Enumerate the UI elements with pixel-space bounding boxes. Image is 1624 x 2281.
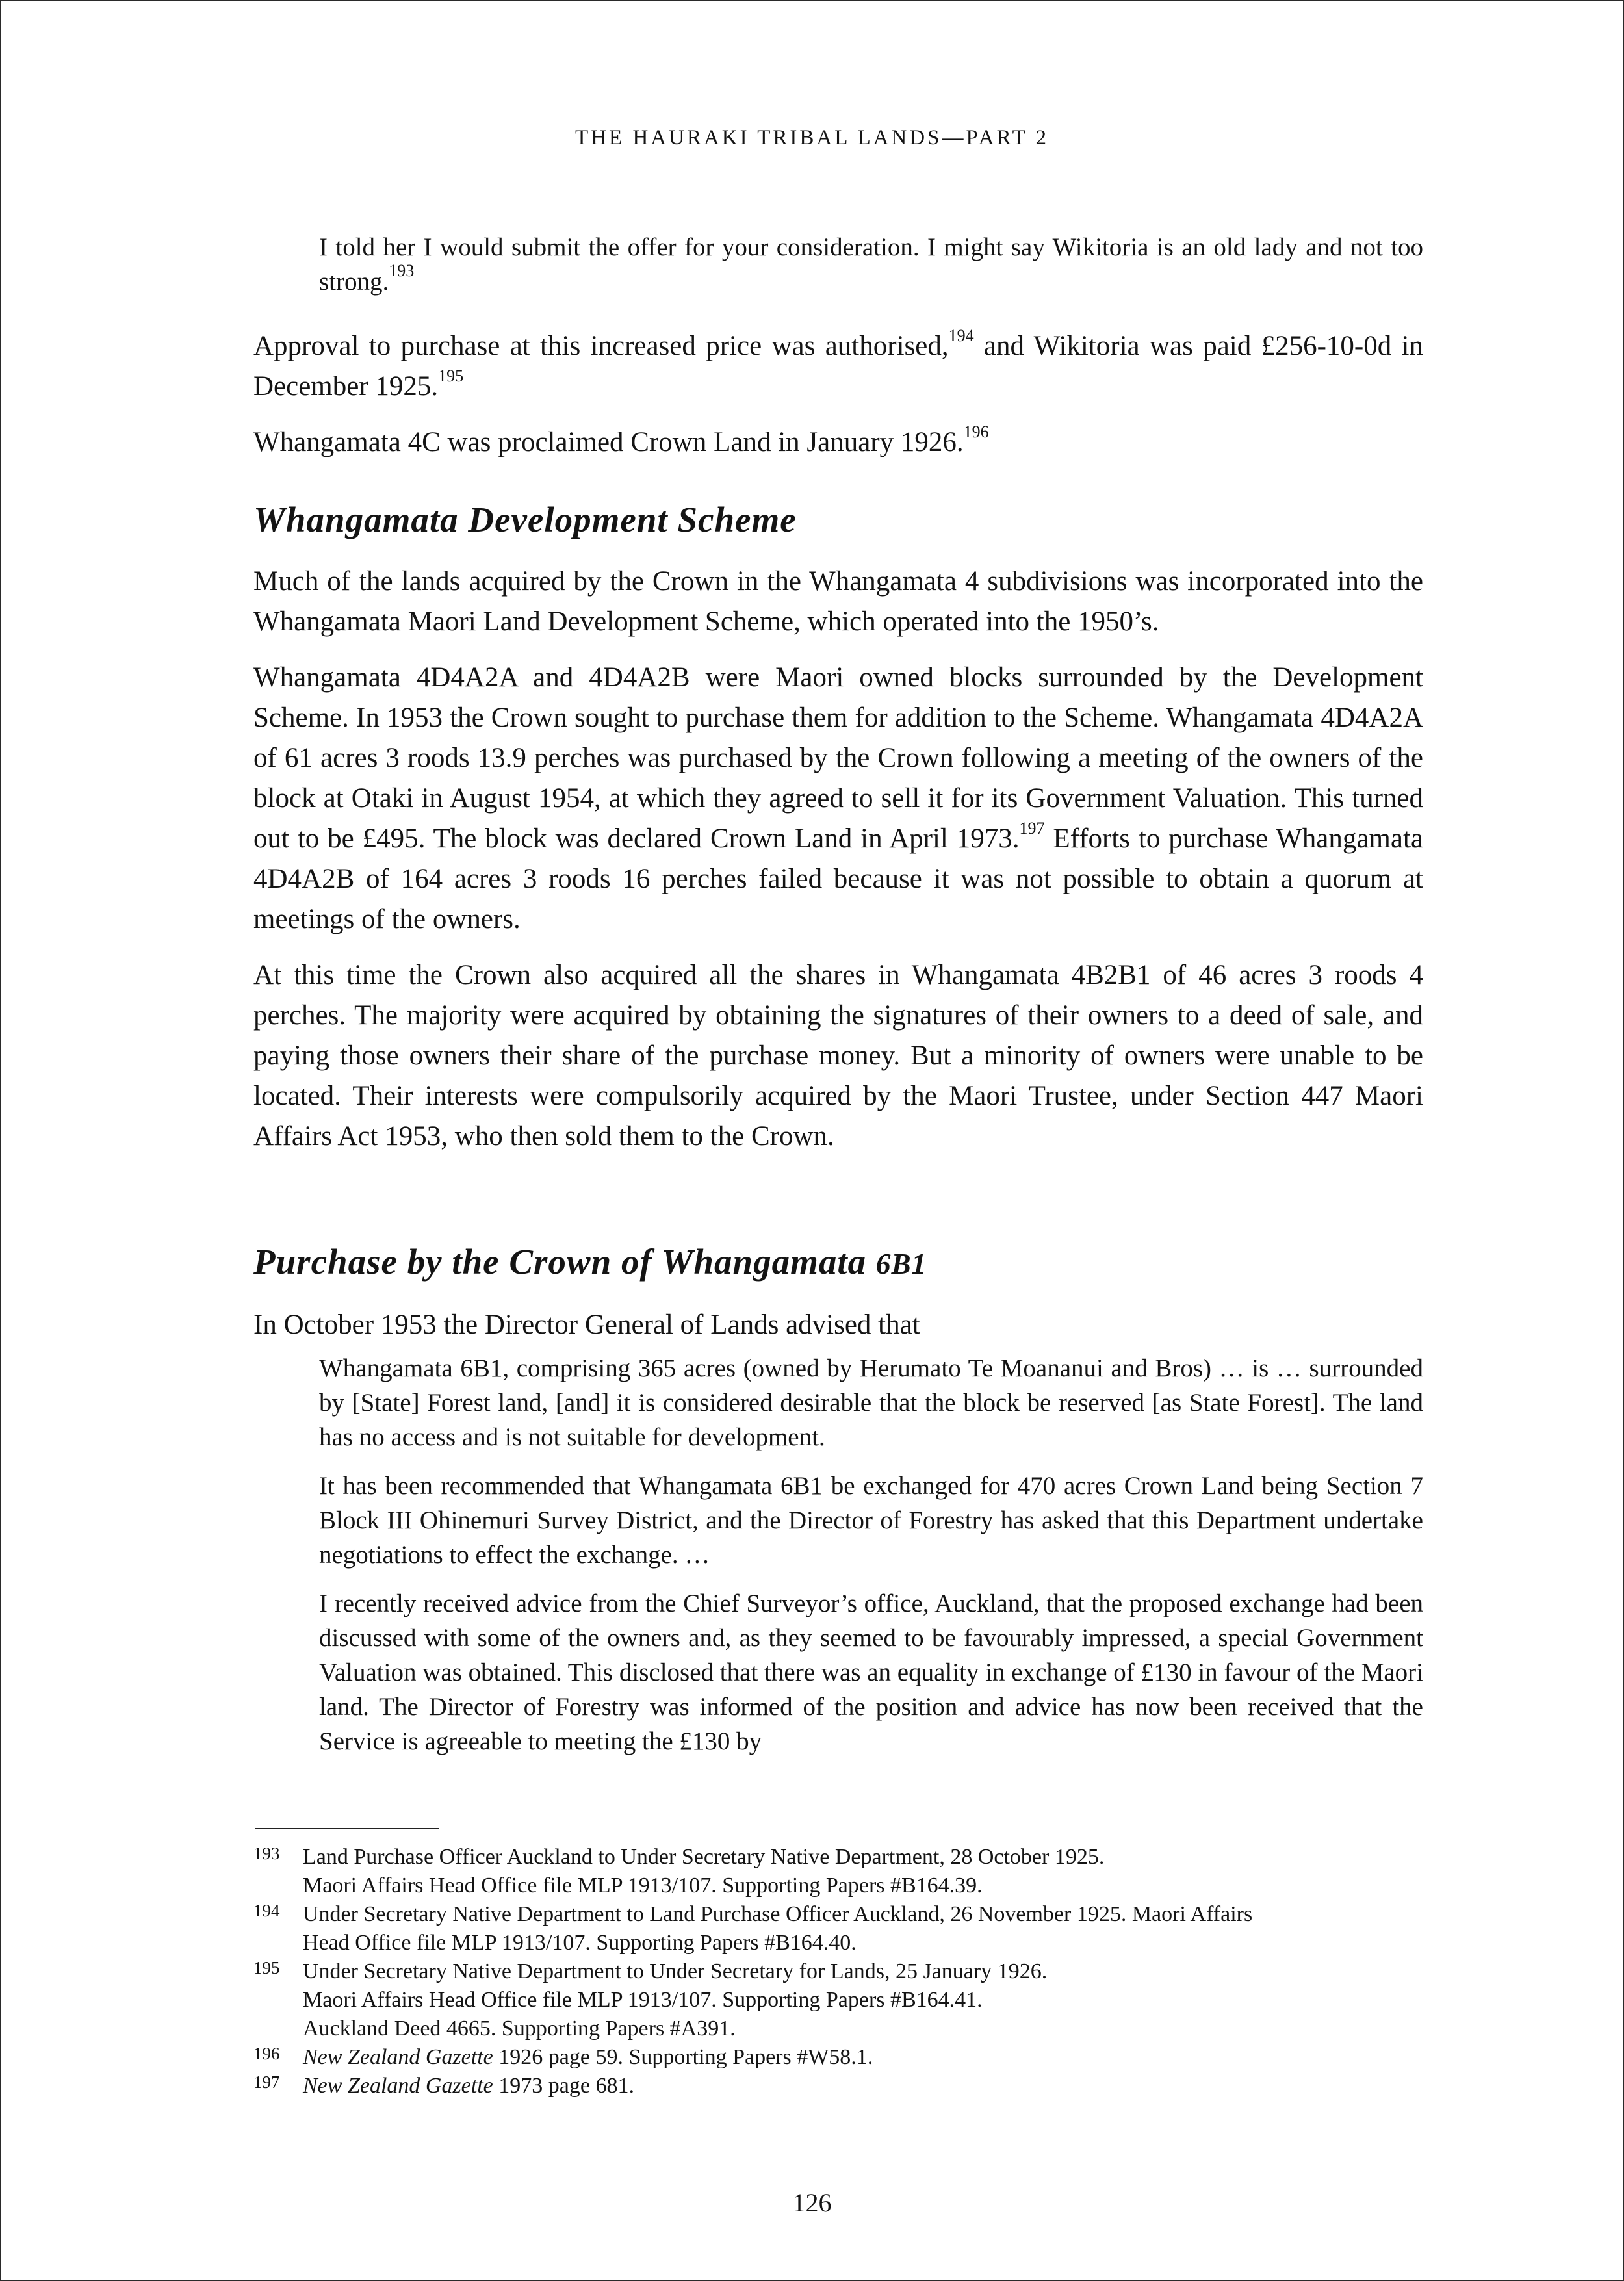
footnote: [253, 1957, 1436, 2043]
footnote-number: 194: [253, 1901, 280, 1920]
paragraph-october: In October 1953 the Director General of Lands advised that: [253, 1309, 920, 1340]
footnote-ref: 193: [389, 261, 415, 281]
footnote: [253, 2072, 1436, 2100]
paragraph-proclaimed: [253, 422, 1423, 463]
footnote-line: [303, 2072, 1436, 2100]
paragraph-text: Efforts to purchase Whangamata 4D4A2B of 164 acres 3 roods 16 perches failed because it was not possible to obtain a quorum at meetings of the owners.: [253, 823, 1423, 934]
block-quote-director-general: [319, 1351, 1423, 1773]
paragraph-text: Whangamata 4C was proclaimed Crown Land in January 1926.: [253, 427, 964, 457]
publication-title: New Zealand Gazette: [303, 2074, 493, 2098]
footnote-ref: 194: [948, 326, 974, 346]
footnote-line: Under Secretary Native Department to Under Secretary for Lands, 25 January 1926.: [303, 1959, 1048, 1983]
footnote-line: Head Office file MLP 1913/107. Supporting Papers #B164.40.: [303, 1931, 857, 1955]
paragraph-blocks: [253, 658, 1423, 940]
footnote-number: 197: [253, 2072, 280, 2092]
footnote: [253, 2043, 1436, 2072]
main-text-upper: [253, 326, 1423, 478]
quote-paragraph-1: Whangamata 6B1, comprising 365 acres (owned by Herumato Te Moananui and Bros) … is … surrounded by [State] Forest land, [and] it is considered desirable that the block be reserved [as State Forest]. The land has no access and is not suitable for development.: [319, 1354, 1423, 1451]
footnotes: [253, 1843, 1436, 2100]
paragraph-text: Approval to purchase at this increased price was authorised,: [253, 331, 949, 361]
heading-block-number: 6B1: [875, 1248, 927, 1280]
footnote-line: Land Purchase Officer Auckland to Under Secretary Native Department, 28 October 1925.: [303, 1845, 1105, 1869]
paragraph-scheme: Much of the lands acquired by the Crown in the Whangamata 4 subdivisions was incorporated into the Whangamata Maori Land Development Scheme, which operated into the 1950’s.: [253, 566, 1423, 637]
section-heading-purchase-6b1: [253, 1241, 927, 1282]
footnote-line: Maori Affairs Head Office file MLP 1913/107. Supporting Papers #B164.41.: [303, 1988, 983, 2012]
footnote-text: 1926 page 59. Supporting Papers #W58.1.: [493, 2045, 873, 2069]
quote-paragraph: [319, 230, 1423, 299]
paragraph-text: Whangamata 4D4A2A and 4D4A2B were Maori owned blocks surrounded by the Development Scheme. In 1953 the Crown sought to purchase them for addition to the Scheme. Whangamata 4D4A2A of 61 acres 3 roods 13.9 perches was purchased by the Crown following a meeting of the owners of the block at Otaki in August 1954, at which they agreed to sell it for its Government Valuation. This turned out to be £495. The block was declared Crown Land in April 1973.: [253, 662, 1423, 854]
quote-paragraph-3: I recently received advice from the Chief Surveyor’s office, Auckland, that the proposed exchange had been discussed with some of the owners and, as they seemed to be favourably impressed, a special Government Valuation was obtained. This disclosed that there was an equality in exchange of £130 in favour of the Maori land. The Director of Forestry was informed of the position and advice has now been received that the Service is agreeable to meeting the £130 by: [319, 1590, 1423, 1755]
quote-paragraph-2: It has been recommended that Whangamata 6B1 be exchanged for 470 acres Crown Land being Section 7 Block III Ohinemuri Survey District, and the Director of Forestry has asked that this Department undertake negotiations to effect the exchange. …: [319, 1472, 1423, 1569]
main-text-middle: [253, 561, 1423, 1172]
paragraph-approval: [253, 326, 1423, 407]
heading-text: Purchase by the Crown of Whangamata: [253, 1242, 876, 1282]
paragraph-shares: At this time the Crown also acquired all the shares in Whangamata 4B2B1 of 46 acres 3 roods 4 perches. The majority were acquired by obtaining the signatures of their owners to a deed of sale, and paying those owners their share of the purchase money. But a minority of owners were unable to be located. Their interests were compulsorily acquired by the Maori Trustee, under Section 447 Maori Affairs Act 1953, who then sold them to the Crown.: [253, 960, 1423, 1152]
footnote-line: Maori Affairs Head Office file MLP 1913/107. Supporting Papers #B164.39.: [303, 1874, 983, 1898]
paragraph-text: and Wikitoria was paid £256-10-0d in December 1925.: [253, 331, 1424, 402]
section-heading-development-scheme: Whangamata Development Scheme: [253, 500, 797, 539]
footnote-ref: 195: [438, 367, 464, 386]
footnote-line: Auckland Deed 4665. Supporting Papers #A391.: [303, 2017, 736, 2041]
running-head: THE HAURAKI TRIBAL LANDS—PART 2: [575, 126, 1049, 149]
footnote-number: 193: [253, 1844, 280, 1863]
footnote-number: 196: [253, 2044, 280, 2063]
footnote-line: [303, 2043, 1436, 2072]
footnote-line: Under Secretary Native Department to Land Purchase Officer Auckland, 26 November 1925. Maori Affairs: [303, 1902, 1253, 1926]
footnote-separator: [255, 1828, 439, 1829]
footnote-text: 1973 page 681.: [493, 2074, 634, 2098]
footnote-ref: 196: [963, 422, 989, 442]
quote-text: I told her I would submit the offer for your consideration. I might say Wikitoria is an old lady and not too strong.: [319, 233, 1423, 296]
block-quote-wikitoria: [319, 230, 1423, 313]
footnote-number: 195: [253, 1958, 280, 1978]
page-number: 126: [792, 2188, 832, 2217]
publication-title: New Zealand Gazette: [303, 2045, 493, 2069]
footnote: [253, 1843, 1436, 1900]
footnote: [253, 1900, 1436, 1957]
footnote-ref: 197: [1019, 819, 1045, 838]
